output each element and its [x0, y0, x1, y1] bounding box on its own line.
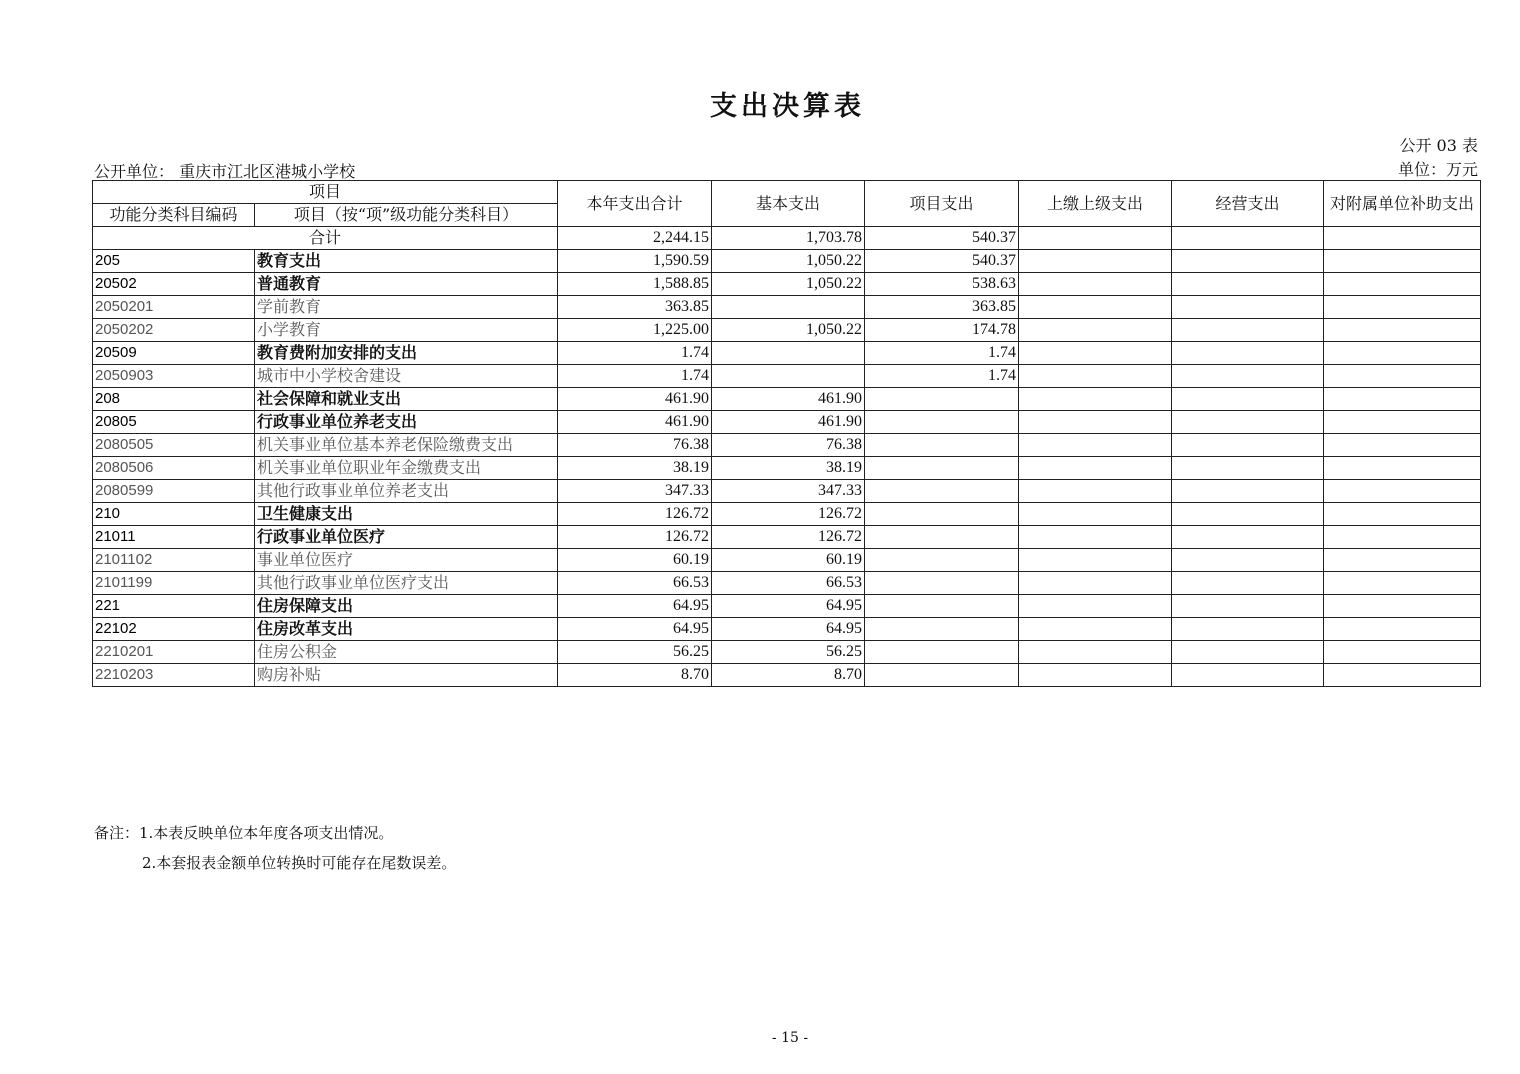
cell-upper — [1019, 595, 1172, 618]
cell-upper — [1019, 411, 1172, 434]
cell-upper — [1019, 250, 1172, 273]
cell-subsidy — [1324, 319, 1481, 342]
cell-name: 教育费附加安排的支出 — [255, 342, 558, 365]
cell-code: 2101199 — [93, 572, 255, 595]
cell-business — [1172, 595, 1324, 618]
cell-business — [1172, 664, 1324, 687]
total-row — [93, 227, 1481, 250]
cell-code: 2080505 — [93, 434, 255, 457]
total-cell-basic: 1,703.78 — [712, 227, 865, 250]
table-row — [93, 618, 1481, 641]
note-1: 备注：1.本表反映单位本年度各项支出情况。 — [94, 824, 394, 842]
cell-code: 221 — [93, 595, 255, 618]
cell-project: 538.63 — [865, 273, 1019, 296]
cell-project: 540.37 — [865, 250, 1019, 273]
cell-upper — [1019, 572, 1172, 595]
cell-subsidy — [1324, 434, 1481, 457]
cell-code: 2050201 — [93, 296, 255, 319]
cell-basic: 56.25 — [712, 641, 865, 664]
cell-code: 2101102 — [93, 549, 255, 572]
cell-name: 事业单位医疗 — [255, 549, 558, 572]
cell-project — [865, 434, 1019, 457]
cell-business — [1172, 618, 1324, 641]
cell-project: 174.78 — [865, 319, 1019, 342]
table-row — [93, 664, 1481, 687]
note-2: 2.本套报表金额单位转换时可能存在尾数误差。 — [142, 854, 457, 872]
cell-name: 城市中小学校舍建设 — [255, 365, 558, 388]
cell-upper — [1019, 365, 1172, 388]
table-title: 支出决算表 — [710, 91, 865, 122]
cell-subsidy — [1324, 365, 1481, 388]
cell-name: 其他行政事业单位医疗支出 — [255, 572, 558, 595]
cell-basic: 1,050.22 — [712, 273, 865, 296]
cell-business — [1172, 641, 1324, 664]
cell-upper — [1019, 273, 1172, 296]
cell-business — [1172, 388, 1324, 411]
cell-project — [865, 664, 1019, 687]
cell-subsidy — [1324, 503, 1481, 526]
header-project: 项目支出 — [865, 181, 1019, 227]
cell-total: 1,590.59 — [558, 250, 712, 273]
table-row — [93, 595, 1481, 618]
cell-upper — [1019, 641, 1172, 664]
cell-business — [1172, 296, 1324, 319]
cell-total: 347.33 — [558, 480, 712, 503]
cell-code: 20509 — [93, 342, 255, 365]
page-number: - 15 - — [771, 1030, 809, 1046]
cell-upper — [1019, 526, 1172, 549]
cell-subsidy — [1324, 342, 1481, 365]
cell-subsidy — [1324, 641, 1481, 664]
cell-basic: 347.33 — [712, 480, 865, 503]
table-row — [93, 296, 1481, 319]
cell-basic: 38.19 — [712, 457, 865, 480]
table-row — [93, 572, 1481, 595]
cell-name: 机关事业单位职业年金缴费支出 — [255, 457, 558, 480]
cell-project: 1.74 — [865, 342, 1019, 365]
cell-name: 小学教育 — [255, 319, 558, 342]
cell-basic: 461.90 — [712, 388, 865, 411]
total-cell-project: 540.37 — [865, 227, 1019, 250]
cell-upper — [1019, 480, 1172, 503]
header-total: 本年支出合计 — [558, 181, 712, 227]
header-subsidy: 对附属单位补助支出 — [1324, 181, 1481, 227]
cell-business — [1172, 503, 1324, 526]
cell-upper — [1019, 503, 1172, 526]
table-row — [93, 388, 1481, 411]
cell-basic: 76.38 — [712, 434, 865, 457]
cell-basic: 1,050.22 — [712, 250, 865, 273]
cell-business — [1172, 342, 1324, 365]
table-header — [93, 181, 1481, 227]
cell-project — [865, 572, 1019, 595]
cell-basic: 64.95 — [712, 595, 865, 618]
cell-upper — [1019, 319, 1172, 342]
cell-business — [1172, 273, 1324, 296]
cell-subsidy — [1324, 572, 1481, 595]
cell-business — [1172, 250, 1324, 273]
cell-total: 60.19 — [558, 549, 712, 572]
header-code: 功能分类科目编码 — [93, 204, 255, 227]
cell-business — [1172, 319, 1324, 342]
cell-basic: 126.72 — [712, 526, 865, 549]
cell-project — [865, 411, 1019, 434]
currency-unit: 单位：万元 — [1397, 160, 1478, 179]
cell-project — [865, 457, 1019, 480]
cell-project — [865, 641, 1019, 664]
cell-name: 教育支出 — [255, 250, 558, 273]
table-row — [93, 549, 1481, 572]
cell-name: 行政事业单位医疗 — [255, 526, 558, 549]
cell-project — [865, 618, 1019, 641]
cell-subsidy — [1324, 549, 1481, 572]
cell-total: 8.70 — [558, 664, 712, 687]
cell-code: 2080599 — [93, 480, 255, 503]
form-number: 公开 03 表 — [1399, 136, 1478, 155]
cell-name: 卫生健康支出 — [255, 503, 558, 526]
cell-subsidy — [1324, 388, 1481, 411]
cell-subsidy — [1324, 250, 1481, 273]
cell-subsidy — [1324, 595, 1481, 618]
cell-project — [865, 388, 1019, 411]
cell-name: 行政事业单位养老支出 — [255, 411, 558, 434]
cell-name: 住房公积金 — [255, 641, 558, 664]
cell-total: 1.74 — [558, 365, 712, 388]
table-row — [93, 273, 1481, 296]
table-row — [93, 526, 1481, 549]
cell-name: 普通教育 — [255, 273, 558, 296]
cell-total: 66.53 — [558, 572, 712, 595]
table-row — [93, 480, 1481, 503]
cell-code: 2210203 — [93, 664, 255, 687]
total-cell-business — [1172, 227, 1324, 250]
cell-project — [865, 503, 1019, 526]
cell-business — [1172, 365, 1324, 388]
cell-basic: 64.95 — [712, 618, 865, 641]
cell-upper — [1019, 664, 1172, 687]
cell-code: 2050202 — [93, 319, 255, 342]
total-cell-total: 2,244.15 — [558, 227, 712, 250]
cell-project — [865, 480, 1019, 503]
cell-code: 2050903 — [93, 365, 255, 388]
cell-basic — [712, 365, 865, 388]
cell-code: 21011 — [93, 526, 255, 549]
cell-basic — [712, 342, 865, 365]
cell-project — [865, 595, 1019, 618]
total-cell-subsidy — [1324, 227, 1481, 250]
cell-total: 461.90 — [558, 411, 712, 434]
cell-total: 1,588.85 — [558, 273, 712, 296]
cell-project: 1.74 — [865, 365, 1019, 388]
cell-business — [1172, 526, 1324, 549]
cell-upper — [1019, 296, 1172, 319]
table-body — [93, 227, 1481, 687]
cell-name: 购房补贴 — [255, 664, 558, 687]
header-name: 项目（按“项”级功能分类科目） — [255, 204, 558, 227]
cell-code: 2080506 — [93, 457, 255, 480]
cell-subsidy — [1324, 664, 1481, 687]
cell-total: 1.74 — [558, 342, 712, 365]
cell-business — [1172, 457, 1324, 480]
table-row — [93, 457, 1481, 480]
cell-upper — [1019, 457, 1172, 480]
cell-business — [1172, 411, 1324, 434]
cell-basic — [712, 296, 865, 319]
cell-total: 126.72 — [558, 503, 712, 526]
cell-code: 2210201 — [93, 641, 255, 664]
cell-subsidy — [1324, 273, 1481, 296]
notes — [94, 818, 456, 878]
cell-project — [865, 549, 1019, 572]
cell-total: 363.85 — [558, 296, 712, 319]
organization-name: 公开单位： 重庆市江北区港城小学校 — [94, 162, 356, 181]
table-row — [93, 250, 1481, 273]
header-business: 经营支出 — [1172, 181, 1324, 227]
cell-code: 208 — [93, 388, 255, 411]
cell-name: 住房改革支出 — [255, 618, 558, 641]
cell-subsidy — [1324, 480, 1481, 503]
cell-upper — [1019, 342, 1172, 365]
cell-total: 64.95 — [558, 595, 712, 618]
cell-business — [1172, 549, 1324, 572]
cell-subsidy — [1324, 457, 1481, 480]
cell-name: 机关事业单位基本养老保险缴费支出 — [255, 434, 558, 457]
cell-total: 126.72 — [558, 526, 712, 549]
cell-upper — [1019, 434, 1172, 457]
cell-upper — [1019, 618, 1172, 641]
cell-total: 38.19 — [558, 457, 712, 480]
table-row — [93, 365, 1481, 388]
cell-name: 住房保障支出 — [255, 595, 558, 618]
cell-basic: 66.53 — [712, 572, 865, 595]
expenditure-table — [92, 180, 1481, 687]
cell-business — [1172, 434, 1324, 457]
cell-business — [1172, 480, 1324, 503]
table-row — [93, 503, 1481, 526]
cell-code: 205 — [93, 250, 255, 273]
cell-total: 64.95 — [558, 618, 712, 641]
cell-subsidy — [1324, 411, 1481, 434]
cell-subsidy — [1324, 526, 1481, 549]
table-row — [93, 342, 1481, 365]
cell-code: 20805 — [93, 411, 255, 434]
header-upper: 上缴上级支出 — [1019, 181, 1172, 227]
header-basic: 基本支出 — [712, 181, 865, 227]
cell-code: 20502 — [93, 273, 255, 296]
table-row — [93, 411, 1481, 434]
cell-upper — [1019, 549, 1172, 572]
cell-basic: 60.19 — [712, 549, 865, 572]
cell-total: 76.38 — [558, 434, 712, 457]
cell-basic: 8.70 — [712, 664, 865, 687]
cell-project — [865, 526, 1019, 549]
total-label: 合计 — [93, 227, 558, 250]
cell-code: 22102 — [93, 618, 255, 641]
cell-project: 363.85 — [865, 296, 1019, 319]
cell-total: 1,225.00 — [558, 319, 712, 342]
cell-basic: 1,050.22 — [712, 319, 865, 342]
cell-total: 56.25 — [558, 641, 712, 664]
table-row — [93, 434, 1481, 457]
cell-basic: 126.72 — [712, 503, 865, 526]
cell-name: 学前教育 — [255, 296, 558, 319]
header-item-group: 项目 — [93, 181, 558, 204]
cell-total: 461.90 — [558, 388, 712, 411]
cell-upper — [1019, 388, 1172, 411]
cell-name: 其他行政事业单位养老支出 — [255, 480, 558, 503]
table-row — [93, 319, 1481, 342]
total-cell-upper — [1019, 227, 1172, 250]
cell-code: 210 — [93, 503, 255, 526]
cell-subsidy — [1324, 618, 1481, 641]
cell-basic: 461.90 — [712, 411, 865, 434]
table-row — [93, 641, 1481, 664]
cell-name: 社会保障和就业支出 — [255, 388, 558, 411]
cell-business — [1172, 572, 1324, 595]
cell-subsidy — [1324, 296, 1481, 319]
